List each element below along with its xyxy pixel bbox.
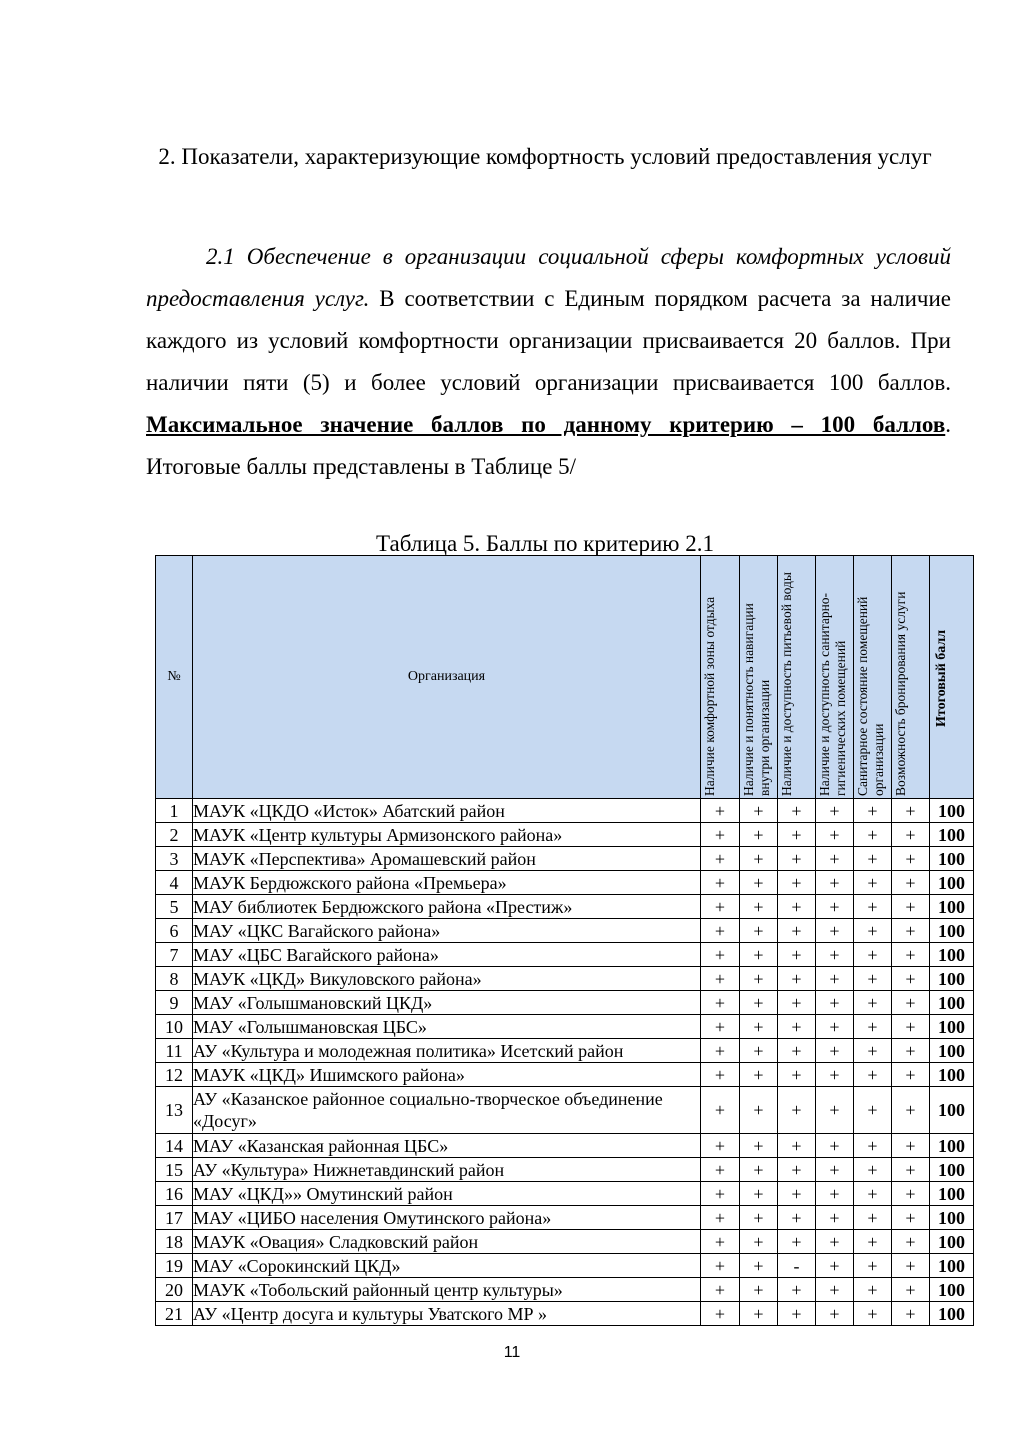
cell-c6: + (892, 871, 930, 895)
cell-c4: + (816, 1015, 854, 1039)
cell-c5: + (854, 871, 892, 895)
cell-num: 13 (156, 1087, 193, 1134)
cell-c4: + (816, 1206, 854, 1230)
cell-org: АУ «Культура» Нижнетавдинский район (193, 1158, 701, 1182)
cell-c4: + (816, 1134, 854, 1158)
body-paragraph (146, 236, 951, 488)
cell-c5: + (854, 1278, 892, 1302)
header-num: № (156, 556, 193, 799)
cell-num: 2 (156, 823, 193, 847)
cell-c6: + (892, 895, 930, 919)
cell-num: 19 (156, 1254, 193, 1278)
cell-c5: + (854, 1039, 892, 1063)
cell-num: 17 (156, 1206, 193, 1230)
paragraph-emphasis: Максимальное значение баллов по данному критерию – 100 баллов (146, 412, 946, 437)
cell-c2: + (740, 871, 778, 895)
cell-c3: + (778, 1087, 816, 1134)
table-row (156, 1015, 974, 1039)
table-row (156, 991, 974, 1015)
cell-c6: + (892, 1063, 930, 1087)
cell-num: 21 (156, 1302, 193, 1326)
cell-c1: + (701, 943, 740, 967)
header-c2-label: Наличие и понятность навигации внутри организации (740, 603, 772, 796)
cell-org: МАУК «Центр культуры Армизонского района» (193, 823, 701, 847)
cell-num: 14 (156, 1134, 193, 1158)
cell-total: 100 (930, 823, 974, 847)
cell-c5: + (854, 823, 892, 847)
cell-c4: + (816, 1039, 854, 1063)
cell-c1: + (701, 1206, 740, 1230)
cell-c4: + (816, 823, 854, 847)
cell-c5: + (854, 967, 892, 991)
cell-c1: + (701, 1134, 740, 1158)
table-row (156, 943, 974, 967)
cell-c5: + (854, 847, 892, 871)
cell-c6: + (892, 1254, 930, 1278)
cell-c6: + (892, 1087, 930, 1134)
cell-c4: + (816, 895, 854, 919)
cell-org: МАУ «ЦКД»» Омутинский район (193, 1182, 701, 1206)
cell-c4: + (816, 1230, 854, 1254)
cell-c1: + (701, 1015, 740, 1039)
cell-num: 3 (156, 847, 193, 871)
table-row (156, 967, 974, 991)
cell-c3: - (778, 1254, 816, 1278)
cell-c1: + (701, 871, 740, 895)
cell-total: 100 (930, 1182, 974, 1206)
cell-total: 100 (930, 1087, 974, 1134)
cell-c1: + (701, 823, 740, 847)
header-total-label: Итоговый балл (933, 629, 949, 727)
cell-total: 100 (930, 1134, 974, 1158)
table-header-row (156, 556, 974, 799)
table-row (156, 1206, 974, 1230)
cell-c2: + (740, 895, 778, 919)
cell-org: АУ «Культура и молодежная политика» Исетский район (193, 1039, 701, 1063)
cell-c2: + (740, 1302, 778, 1326)
cell-c2: + (740, 991, 778, 1015)
cell-c3: + (778, 919, 816, 943)
header-c1-label: Наличие комфортной зоны отдыха (702, 596, 717, 796)
table-row (156, 847, 974, 871)
cell-c4: + (816, 967, 854, 991)
paragraph-lead: 2.1 Обеспечение в организации социальной сферы комфортных условий предоставления услуг. (146, 244, 951, 311)
cell-c1: + (701, 1063, 740, 1087)
cell-c4: + (816, 991, 854, 1015)
paragraph-body-2: . Итоговые баллы представлены в Таблице 5/ (146, 412, 951, 479)
cell-c1: + (701, 991, 740, 1015)
cell-org: МАУК «ЦКДО «Исток» Абатский район (193, 799, 701, 823)
table-row (156, 919, 974, 943)
table-row (156, 823, 974, 847)
cell-num: 18 (156, 1230, 193, 1254)
cell-c3: + (778, 1063, 816, 1087)
cell-org: МАУ «Голышмановская ЦБС» (193, 1015, 701, 1039)
cell-c2: + (740, 1182, 778, 1206)
cell-num: 12 (156, 1063, 193, 1087)
cell-c2: + (740, 943, 778, 967)
section-heading: 2. Показатели, характеризующие комфортность условий предоставления услуг (158, 144, 932, 169)
cell-total: 100 (930, 1278, 974, 1302)
cell-c5: + (854, 1230, 892, 1254)
cell-c6: + (892, 799, 930, 823)
cell-c6: + (892, 1206, 930, 1230)
paragraph-body-1: В соответствии с Единым порядком расчета за наличие каждого из условий комфортности организации присваивается 20 баллов. При наличии пяти (5) и более условий организации присваивается 100 баллов. (146, 286, 951, 395)
cell-c4: + (816, 1182, 854, 1206)
cell-c3: + (778, 823, 816, 847)
cell-c2: + (740, 1278, 778, 1302)
cell-c2: + (740, 1039, 778, 1063)
cell-c5: + (854, 991, 892, 1015)
cell-c3: + (778, 1015, 816, 1039)
cell-c2: + (740, 919, 778, 943)
cell-c6: + (892, 943, 930, 967)
header-c4-label: Наличие и доступность санитарно-гигиенических помещений (816, 592, 848, 796)
cell-c5: + (854, 1063, 892, 1087)
cell-org: МАУК «Перспектива» Аромашевский район (193, 847, 701, 871)
cell-total: 100 (930, 1015, 974, 1039)
cell-c6: + (892, 991, 930, 1015)
page-number: 11 (503, 1344, 521, 1361)
cell-total: 100 (930, 1063, 974, 1087)
cell-c4: + (816, 799, 854, 823)
cell-c5: + (854, 1134, 892, 1158)
cell-c1: + (701, 967, 740, 991)
cell-num: 5 (156, 895, 193, 919)
cell-org: МАУ «Голышмановский ЦКД» (193, 991, 701, 1015)
cell-total: 100 (930, 967, 974, 991)
header-c3-label: Наличие и доступность питьевой воды (778, 572, 794, 796)
table-row (156, 1039, 974, 1063)
cell-c3: + (778, 1134, 816, 1158)
cell-c4: + (816, 1087, 854, 1134)
cell-c6: + (892, 1039, 930, 1063)
cell-c5: + (854, 943, 892, 967)
table-caption: Таблица 5. Баллы по критерию 2.1 (376, 531, 714, 556)
cell-c3: + (778, 1230, 816, 1254)
cell-c5: + (854, 799, 892, 823)
cell-c1: + (701, 1039, 740, 1063)
cell-c5: + (854, 895, 892, 919)
cell-c4: + (816, 871, 854, 895)
cell-c6: + (892, 1015, 930, 1039)
cell-c1: + (701, 1230, 740, 1254)
cell-c6: + (892, 1302, 930, 1326)
cell-c6: + (892, 1278, 930, 1302)
header-c4 (816, 556, 854, 799)
table-row (156, 895, 974, 919)
cell-c4: + (816, 943, 854, 967)
cell-c5: + (854, 1087, 892, 1134)
cell-total: 100 (930, 1302, 974, 1326)
cell-org: МАУК «ЦКД» Викуловского района» (193, 967, 701, 991)
cell-c5: + (854, 1158, 892, 1182)
table-row (156, 871, 974, 895)
cell-c4: + (816, 847, 854, 871)
header-c5 (854, 556, 892, 799)
cell-c2: + (740, 1254, 778, 1278)
cell-c4: + (816, 1063, 854, 1087)
cell-c1: + (701, 1302, 740, 1326)
cell-org: МАУК «ЦКД» Ишимского района» (193, 1063, 701, 1087)
header-c1 (701, 556, 740, 799)
header-org: Организация (193, 556, 701, 799)
cell-total: 100 (930, 847, 974, 871)
cell-org: МАУ «Казанская районная ЦБС» (193, 1134, 701, 1158)
cell-c6: + (892, 1158, 930, 1182)
table-row (156, 1134, 974, 1158)
cell-c6: + (892, 1134, 930, 1158)
scores-table (155, 555, 974, 1326)
table-row (156, 1063, 974, 1087)
cell-c5: + (854, 1302, 892, 1326)
header-total (930, 556, 974, 799)
cell-c2: + (740, 1087, 778, 1134)
table-row (156, 1278, 974, 1302)
cell-c6: + (892, 823, 930, 847)
cell-c3: + (778, 1158, 816, 1182)
cell-org: МАУ «ЦКС Вагайского района» (193, 919, 701, 943)
cell-c1: + (701, 1278, 740, 1302)
cell-c4: + (816, 1254, 854, 1278)
cell-c2: + (740, 1063, 778, 1087)
table-row (156, 1158, 974, 1182)
cell-c3: + (778, 1182, 816, 1206)
cell-c2: + (740, 1206, 778, 1230)
cell-c5: + (854, 1182, 892, 1206)
cell-c3: + (778, 1039, 816, 1063)
table-row (156, 1087, 974, 1134)
table-row (156, 799, 974, 823)
header-c2 (740, 556, 778, 799)
cell-c3: + (778, 1278, 816, 1302)
cell-org: МАУ «ЦБС Вагайского района» (193, 943, 701, 967)
cell-total: 100 (930, 919, 974, 943)
cell-c2: + (740, 1158, 778, 1182)
cell-total: 100 (930, 1206, 974, 1230)
header-c6-label: Возможность бронирования услуги (892, 591, 908, 796)
table-row (156, 1254, 974, 1278)
cell-c3: + (778, 943, 816, 967)
cell-c1: + (701, 1254, 740, 1278)
header-c6 (892, 556, 930, 799)
cell-c6: + (892, 1230, 930, 1254)
cell-c1: + (701, 895, 740, 919)
cell-org: МАУК «Овация» Сладковский район (193, 1230, 701, 1254)
cell-total: 100 (930, 1158, 974, 1182)
cell-org: МАУК «Тобольский районный центр культуры» (193, 1278, 701, 1302)
table-row (156, 1182, 974, 1206)
cell-c2: + (740, 823, 778, 847)
cell-c5: + (854, 1015, 892, 1039)
cell-total: 100 (930, 895, 974, 919)
cell-c6: + (892, 1182, 930, 1206)
cell-c2: + (740, 967, 778, 991)
cell-total: 100 (930, 943, 974, 967)
cell-c3: + (778, 967, 816, 991)
cell-num: 1 (156, 799, 193, 823)
cell-c2: + (740, 799, 778, 823)
cell-org: МАУ «ЦИБО населения Омутинского района» (193, 1206, 701, 1230)
header-c5-label: Санитарное состояние помещений организации (854, 596, 886, 796)
cell-c6: + (892, 967, 930, 991)
cell-c6: + (892, 847, 930, 871)
cell-c1: + (701, 1182, 740, 1206)
cell-c2: + (740, 1230, 778, 1254)
cell-org: МАУ «Сорокинский ЦКД» (193, 1254, 701, 1278)
cell-total: 100 (930, 991, 974, 1015)
cell-c5: + (854, 1254, 892, 1278)
cell-total: 100 (930, 871, 974, 895)
cell-num: 16 (156, 1182, 193, 1206)
cell-c3: + (778, 871, 816, 895)
cell-c5: + (854, 919, 892, 943)
cell-total: 100 (930, 1230, 974, 1254)
cell-org: МАУК Бердюжского района «Премьера» (193, 871, 701, 895)
table-row (156, 1302, 974, 1326)
cell-c3: + (778, 1302, 816, 1326)
header-c3 (778, 556, 816, 799)
cell-num: 7 (156, 943, 193, 967)
table-row (156, 1230, 974, 1254)
cell-c3: + (778, 1206, 816, 1230)
cell-total: 100 (930, 1254, 974, 1278)
cell-num: 11 (156, 1039, 193, 1063)
cell-c1: + (701, 1087, 740, 1134)
cell-org: АУ «Центр досуга и культуры Уватского МР » (193, 1302, 701, 1326)
cell-num: 9 (156, 991, 193, 1015)
cell-c4: + (816, 1158, 854, 1182)
table-body (156, 799, 974, 1326)
cell-num: 4 (156, 871, 193, 895)
cell-c2: + (740, 1134, 778, 1158)
cell-num: 10 (156, 1015, 193, 1039)
cell-c3: + (778, 895, 816, 919)
cell-c5: + (854, 1206, 892, 1230)
cell-total: 100 (930, 1039, 974, 1063)
cell-c4: + (816, 1278, 854, 1302)
cell-org: МАУ библиотек Бердюжского района «Престиж» (193, 895, 701, 919)
cell-num: 20 (156, 1278, 193, 1302)
cell-c4: + (816, 1302, 854, 1326)
cell-num: 15 (156, 1158, 193, 1182)
cell-c2: + (740, 1015, 778, 1039)
cell-org: АУ «Казанское районное социально-творческое объединение «Досуг» (193, 1087, 701, 1134)
cell-num: 8 (156, 967, 193, 991)
cell-c6: + (892, 919, 930, 943)
cell-c4: + (816, 919, 854, 943)
cell-total: 100 (930, 799, 974, 823)
cell-c3: + (778, 799, 816, 823)
cell-c3: + (778, 847, 816, 871)
cell-c1: + (701, 1158, 740, 1182)
cell-c1: + (701, 799, 740, 823)
cell-c2: + (740, 847, 778, 871)
cell-c1: + (701, 847, 740, 871)
cell-c1: + (701, 919, 740, 943)
cell-num: 6 (156, 919, 193, 943)
cell-c3: + (778, 991, 816, 1015)
